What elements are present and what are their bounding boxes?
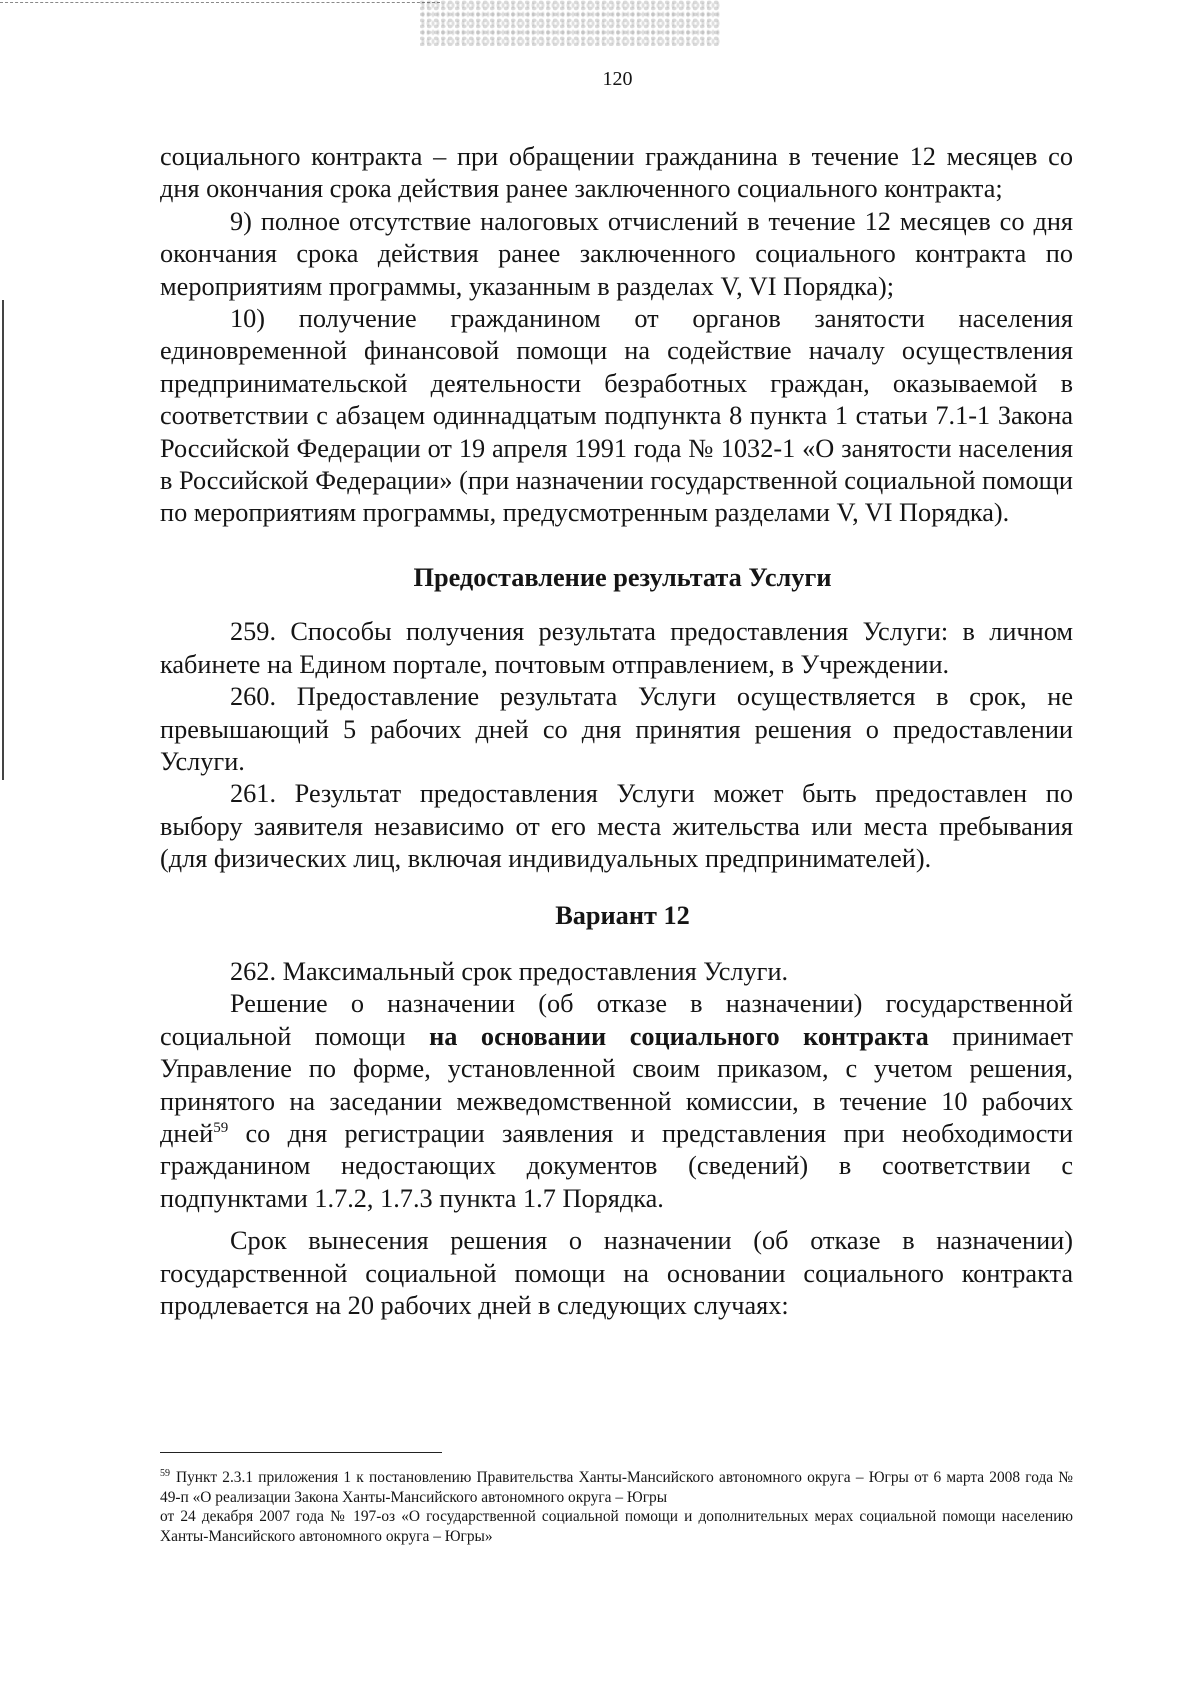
footnote-line-1 [160, 1468, 1073, 1507]
section-heading-variant-12: Вариант 12 [555, 900, 690, 930]
footnote-separator [160, 1452, 442, 1453]
paragraph-262: 262. Максимальный срок предоставления Услуги. [230, 956, 789, 986]
footnote-reference[interactable]: 59 [213, 1120, 229, 1137]
footnote-line-2: от 24 декабря 2007 года № 197-оз «О государственной социальной помощи и дополнительных мерах социальной помощи населению Ханты-Мансийского автономного округа – Югры» [160, 1508, 1073, 1545]
paragraph-259: 259. Способы получения результата предоставления Услуги: в личном кабинете на Едином портале, почтовым отправлением, в Учреждении. [160, 617, 1073, 679]
paragraph-260: 260. Предоставление результата Услуги осуществляется в срок, не превышающий 5 рабочих дней со дня принятия решения о предоставлении Услуги. [160, 682, 1073, 776]
footnote [160, 1468, 1073, 1546]
paragraph-extension: Срок вынесения решения о назначении (об отказе в назначении) государственной социальной помощи на основании социального контракта продлевается на 20 рабочих дней в следующих случаях: [160, 1226, 1073, 1320]
paragraph-continuation: социального контракта – при обращении гражданина в течение 12 месяцев со дня окончания срока действия ранее заключенного социального контракта; [160, 142, 1073, 204]
document-body [160, 141, 1073, 1322]
scan-artifact [420, 0, 720, 46]
list-item-10: 10) получение гражданином от органов занятости населения единовременной финансовой помощи на содействие началу осуществления предпринимательской деятельности безработных граждан, оказываемой в соответствии с абзацем одиннадцатым подпункта 8 пункта 1 статьи 7.1-1 Закона Российской Федерации от 19 апреля 1991 года № 1032-1 «О занятости населения в Российской Федерации» (при назначении государственной социальной помощи по мероприятиям программы, предусмотренным разделами V, VI Порядка). [160, 304, 1073, 528]
list-item-9: 9) полное отсутствие налоговых отчислений в течение 12 месяцев со дня окончания срока действия ранее заключенного социального контракта по мероприятиям программы, указанным в разделах V, VI Порядка); [160, 206, 1073, 301]
decision-text-b: принимает Управление по форме, установленной своим приказом, с учетом решения, принятого на заседании межведомственной комиссии, в течение 10 рабочих дней [160, 1021, 1073, 1148]
paragraph-261: 261. Результат предоставления Услуги может быть предоставлен по выбору заявителя независимо от его места жительства или места пребывания (для физических лиц, включая индивидуальных предпринимателей). [160, 779, 1073, 874]
page-number: 120 [602, 68, 633, 90]
scan-top-rule [0, 2, 440, 3]
section-heading-result: Предоставление результата Услуги [413, 562, 832, 592]
decision-text-bold: на основании социального контракта [429, 1021, 929, 1051]
scan-left-edge [2, 300, 4, 780]
decision-text-c: со дня регистрации заявления и представления при необходимости гражданином недостающих документов (сведений) в соответствии с подпунктами 1.7.2, 1.7.3 пункта 1.7 Порядка. [160, 1118, 1073, 1213]
footnote-mark: 59 [160, 1467, 170, 1479]
footnote-text-1: Пункт 2.3.1 приложения 1 к постановлению Правительства Ханты-Мансийского автономного округа – Югры от 6 марта 2008 года № 49-п «О реализации Закона Ханты-Мансийского автономного округа – Югры [160, 1469, 1073, 1506]
decision-text-a: Решение о назначении (об отказе в назначении) государственной социальной помощи [160, 989, 1073, 1051]
paragraph-decision [160, 988, 1073, 1215]
